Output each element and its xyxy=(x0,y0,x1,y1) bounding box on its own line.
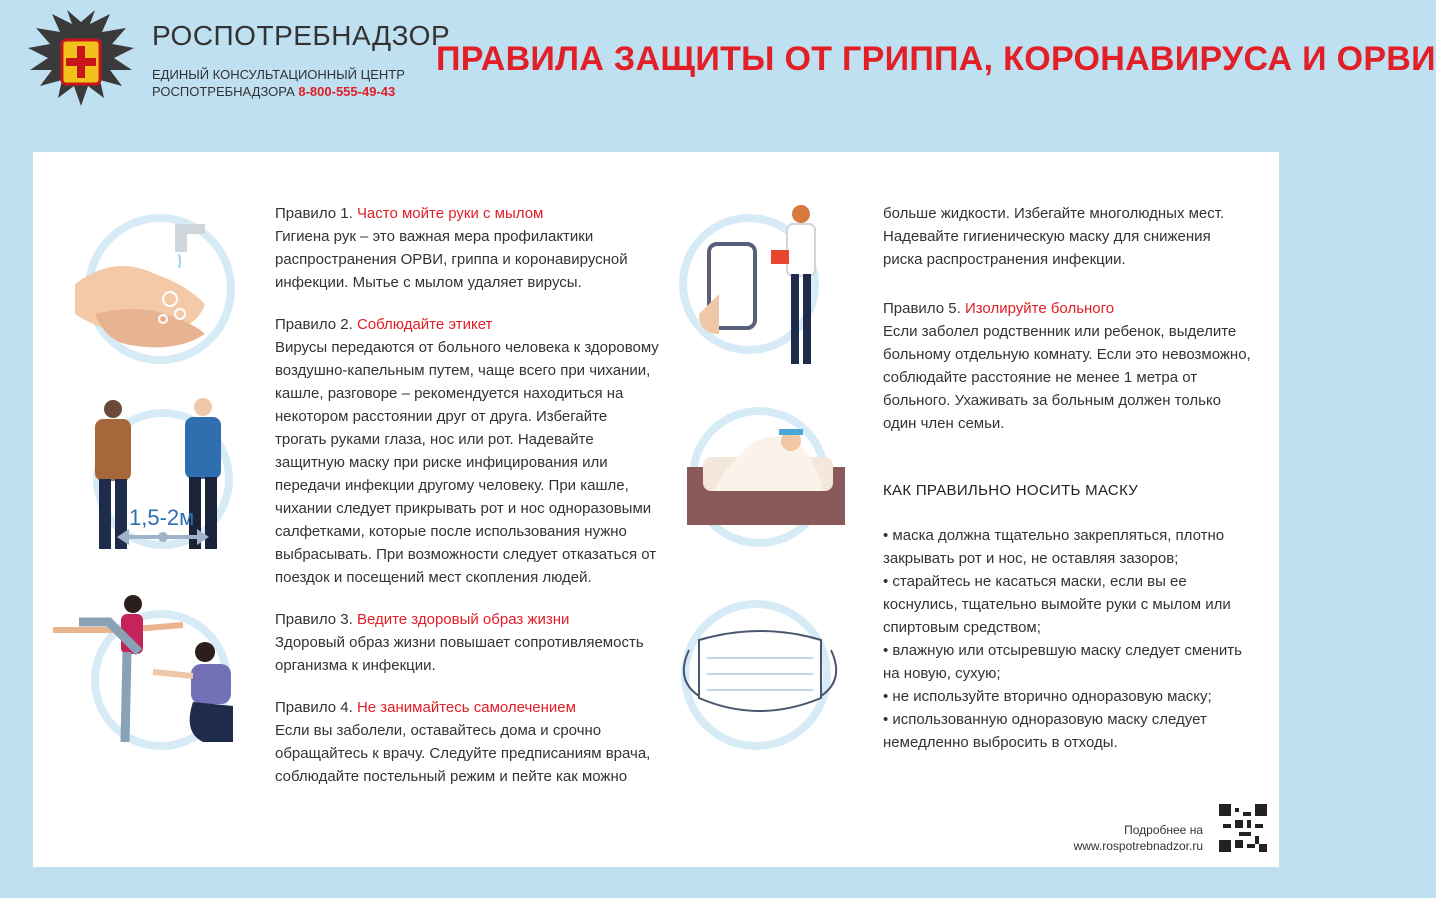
mask-bullet: • старайтесь не касаться маски, если вы ее коснулись, тщательно вымойте руки с мылом или спиртовым средством; xyxy=(883,573,1231,636)
distance-illustration xyxy=(73,387,253,562)
rule-4-prefix: Правило 4. xyxy=(275,699,353,716)
rule-4-body: Если вы заболели, оставайтесь дома и срочно обращайтесь к врачу. Следуйте предписаниям врача, соблюдайте постельный режим и пейте как можно xyxy=(275,722,651,785)
mask-bullets xyxy=(883,524,1253,754)
org-name: РОСПОТРЕБНАДЗОР xyxy=(152,20,451,51)
rule-2-prefix: Правило 2. xyxy=(275,316,353,333)
rule-3 xyxy=(275,608,660,677)
mask-bullet: • маска должна тщательно закрепляться, плотно закрывать рот и нос, не оставляя зазоров; xyxy=(883,527,1225,567)
rule-2 xyxy=(275,313,660,589)
face-mask-illustration xyxy=(681,600,846,760)
rules-left-column xyxy=(275,202,660,807)
org-subtitle-line2: РОСПОТРЕБНАДЗОРА xyxy=(152,84,295,99)
hotline-phone: 8-800-555-49-43 xyxy=(298,84,396,99)
rule-5 xyxy=(883,297,1253,435)
rule-1-prefix: Правило 1. xyxy=(275,205,353,222)
footer-more-info xyxy=(1074,822,1203,854)
distance-label: 1,5-2м xyxy=(129,505,195,530)
rule-2-body: Вирусы передаются от больного человека к здоровому воздушно-капельным путем, чаще всего при чихании, кашле, разговоре – рекомендуется находиться на некотором расстоянии друг от друга. Избегайте трогать руками глаза, нос или рот. Надевайте защитную маску при риске инфицирования или передачи инфекции другому человеку. При кашле, чихании следует прикрывать рот и нос одноразовыми салфетками, которые после использования нужно выбрасывать. При возможности следует отказаться от поездок и посещений мест скопления людей. xyxy=(275,339,659,586)
rule-4-continuation: больше жидкости. Избегайте многолюдных мест. Надевайте гигиеническую маску для снижения риска распространения инфекции. xyxy=(883,205,1225,268)
mask-section-title: КАК ПРАВИЛЬНО НОСИТЬ МАСКУ xyxy=(883,482,1139,499)
content-card xyxy=(33,152,1279,867)
healthy-lifestyle-illustration xyxy=(53,590,243,760)
sick-patient-illustration xyxy=(683,407,833,547)
mask-bullet: • влажную или отсыревшую маску следует сменить на новую, сухую; xyxy=(883,642,1242,682)
header xyxy=(0,0,1436,150)
rule-1-title: Часто мойте руки с мылом xyxy=(356,205,544,222)
handwashing-illustration xyxy=(85,214,235,364)
org-subtitle-line1: ЕДИНЫЙ КОНСУЛЬТАЦИОННЫЙ ЦЕНТР xyxy=(152,67,405,82)
org-subtitle xyxy=(152,66,405,100)
rule-4-title: Не занимайтесь самолечением xyxy=(356,699,576,716)
rule-3-body: Здоровый образ жизни повышает сопротивляемость организма к инфекции. xyxy=(275,634,644,674)
rules-right-column xyxy=(883,202,1253,754)
qr-code-icon[interactable] xyxy=(1219,804,1267,852)
rule-2-title: Соблюдайте этикет xyxy=(356,316,493,333)
page-title: ПРАВИЛА ЗАЩИТЫ ОТ ГРИППА, КОРОНАВИРУСА И ОРВИ xyxy=(436,40,1436,78)
footer-website-link[interactable]: www.rospotrebnadzor.ru xyxy=(1073,839,1203,853)
rule-5-body: Если заболел родственник или ребенок, выделите больному отдельную комнату. Если это невозможно, соблюдайте расстояние не менее 1 метра от больного. Ухаживать за больным должен только один член семьи. xyxy=(883,323,1251,432)
mask-bullet: • использованную одноразовую маску следует немедленно выбросить в отходы. xyxy=(883,711,1207,751)
rule-1-body: Гигиена рук – это важная мера профилактики распространения ОРВИ, гриппа и коронавирусной инфекции. Мытье с мылом удаляет вирусы. xyxy=(275,228,628,291)
doctor-phone-illustration xyxy=(679,204,829,364)
rule-1 xyxy=(275,202,660,294)
rule-4 xyxy=(275,696,660,788)
rule-5-title: Изолируйте больного xyxy=(964,300,1115,317)
rule-5-prefix: Правило 5. xyxy=(883,300,961,317)
emblem-eagle-icon xyxy=(22,2,140,120)
rule-3-title: Ведите здоровый образ жизни xyxy=(356,611,570,628)
footer-label: Подробнее на xyxy=(1124,823,1203,837)
rule-3-prefix: Правило 3. xyxy=(275,611,353,628)
mask-bullet: • не используйте вторично одноразовую маску; xyxy=(883,688,1212,705)
